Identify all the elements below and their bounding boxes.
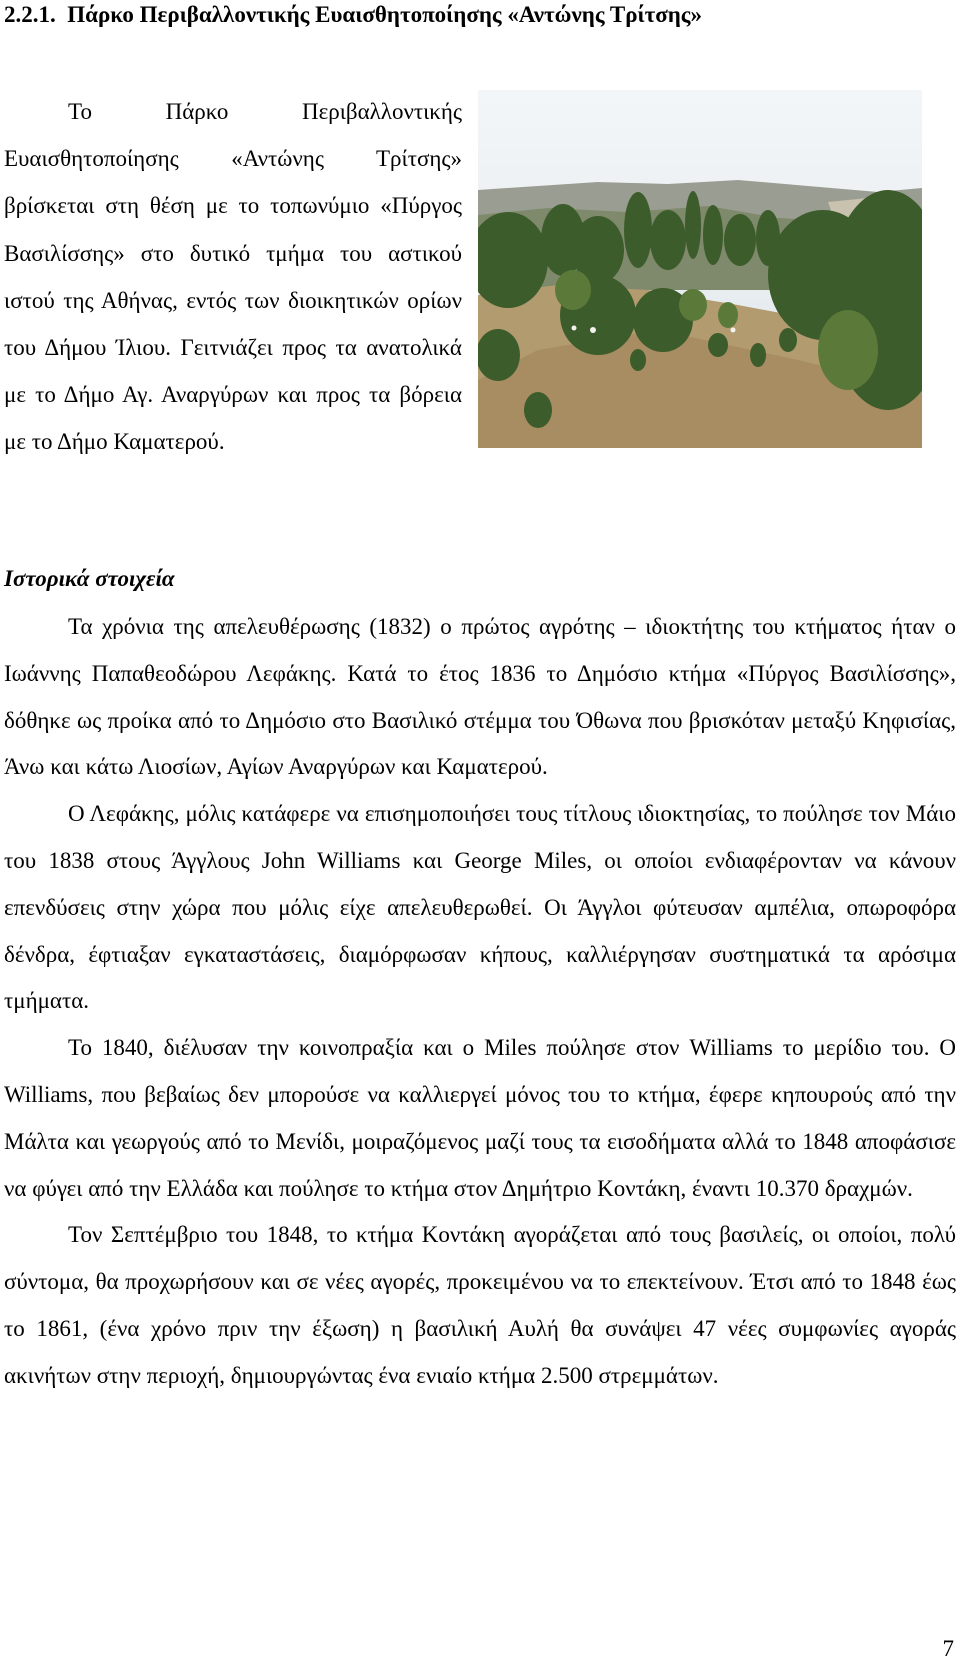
section-title: Πάρκο Περιβαλλοντικής Ευαισθητοποίησης «Αντώνης Τρίτσης» (67, 2, 703, 27)
history-subheading: Ιστορικά στοιχεία (4, 566, 175, 591)
intro-paragraph (4, 88, 462, 466)
history-paragraph: Τα χρόνια της απελευθέρωσης (1832) ο πρώτος αγρότης – ιδιοκτήτης του κτήματος ήταν ο Ιωάννης Παπαθεοδώρου Λεφάκης. Κατά το έτος 1836 το Δημόσιο κτήμα «Πύργος Βασιλίσσης», δόθηκε ως προίκα από το Δημόσιο στο Βασιλικό στέμμα του Όθωνα που βρισκόταν μεταξύ Κηφισίας, Άνω και κάτω Λιοσίων, Αγίων Αναργύρων και Καματερού. (4, 614, 956, 780)
section-heading (4, 2, 954, 28)
history-paragraph: Τον Σεπτέμβριο του 1848, το κτήμα Κοντάκη αγοράζεται από τους βασιλείς, οι οποίοι, πολύ σύντομα, θα προχωρήσουν και σε νέες αγορές, προκειμένου να το επεκτείνουν. Έτσι από το 1848 έως το 1861, (ένα χρόνο πριν την έξωση) η βασιλική Αυλή θα συνάψει 47 νέες συμφωνίες αγοράς ακινήτων στην περιοχή, δημιουργώντας ένα ενιαίο κτήμα 2.500 στρεμμάτων. (4, 1222, 956, 1388)
park-landscape-image (478, 90, 922, 448)
history-body (4, 604, 956, 1400)
section-number: 2.2.1. (4, 2, 56, 27)
history-paragraph: Ο Λεφάκης, μόλις κατάφερε να επισημοποιήσει τους τίτλους ιδιοκτησίας, το πούλησε τον Μάιο του 1838 στους Άγγλους John Williams και George Miles, οι οποίοι ενδιαφέρονταν να κάνουν επενδύσεις στην χώρα που μόλις είχε απελευθερωθεί. Οι Άγγλοι φύτευσαν αμπέλια, οπωροφόρα δένδρα, έφτιαξαν εγκαταστάσεις, διαμόρφωσαν κήπους, καλλιέργησαν συστηματικά τα αρόσιμα τμήματα. (4, 801, 956, 1014)
history-paragraph: Το 1840, διέλυσαν την κοινοπραξία και ο Miles πούλησε στον Williams το μερίδιο του. Ο Williams, που βεβαίως δεν μπορούσε να καλλιεργεί μόνος του το κτήμα, έφερε κηπουρούς από την Μάλτα και γεωργούς από το Μενίδι, μοιραζόμενος μαζί τους τα εισοδήματα αλλά το 1848 αποφάσισε να φύγει από την Ελλάδα και πούλησε το κτήμα στον Δημήτριο Κοντάκη, έναντι 10.370 δραχμών. (4, 1035, 956, 1201)
park-photo (478, 90, 922, 448)
intro-paragraph-text: Το Πάρκο Περιβαλλοντικής Ευαισθητοποίησης «Αντώνης Τρίτσης» βρίσκεται στη θέση με το τοπωνύμιο «Πύργος Βασιλίσσης» στο δυτικό τμήμα του αστικού ιστού της Αθήνας, εντός των διοικητικών ορίων του Δήμου Ίλιου. Γειτνιάζει προς τα ανατολικά με το Δήμο Αγ. Αναργύρων και προς τα βόρεια με το Δήμο Καματερού. (4, 99, 462, 455)
page-number: 7 (942, 1636, 954, 1661)
